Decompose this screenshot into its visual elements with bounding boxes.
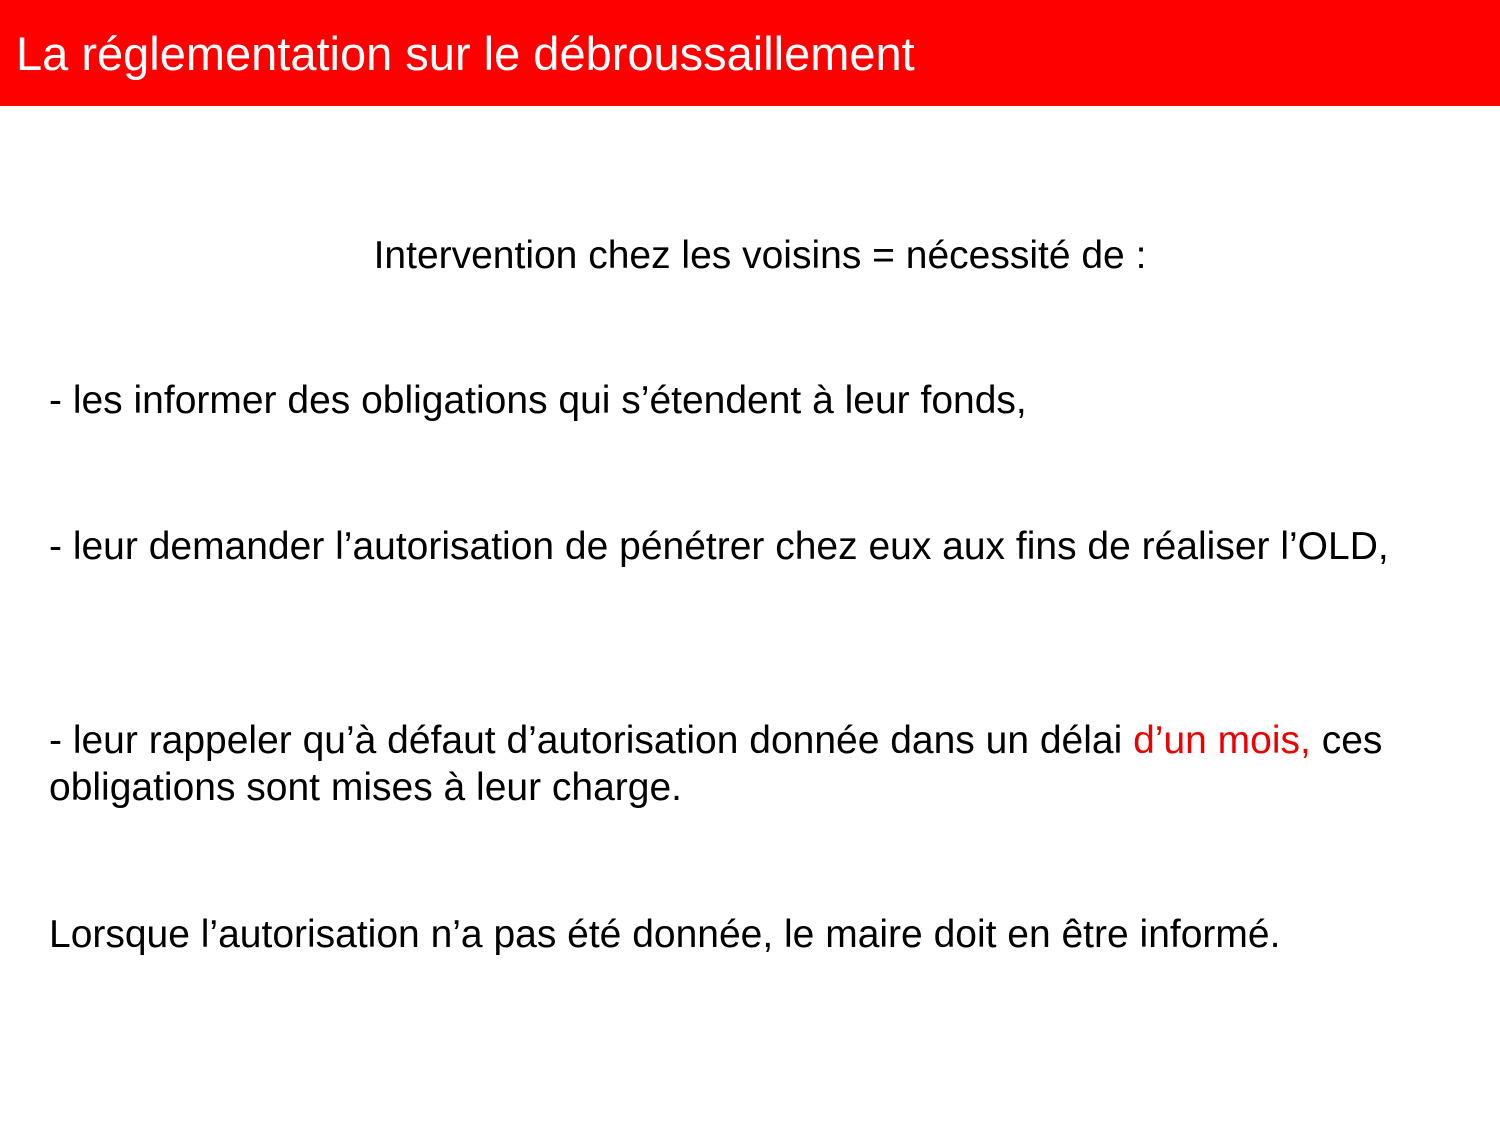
item-text: - leur rappeler qu’à défaut d’autorisation donnée dans un délai — [49, 719, 1134, 762]
intro-text: Intervention chez les voisins = nécessité de : — [373, 234, 1147, 277]
title-bar — [0, 0, 1500, 106]
list-item — [49, 717, 1469, 811]
list-item: - les informer des obligations qui s’étendent à leur fonds, — [49, 379, 1027, 422]
item-text: ces obligations sont mises à leur charge. — [49, 719, 1383, 809]
highlighted-deadline: d’un mois, — [1133, 719, 1311, 762]
conclusion-text: Lorsque l’autorisation n’a pas été donnée, le maire doit en être informé. — [49, 913, 1281, 956]
slide-title: La réglementation sur le débroussaillement — [16, 27, 915, 80]
list-item: - leur demander l’autorisation de pénétrer chez eux aux fins de réaliser l’OLD, — [49, 525, 1389, 568]
